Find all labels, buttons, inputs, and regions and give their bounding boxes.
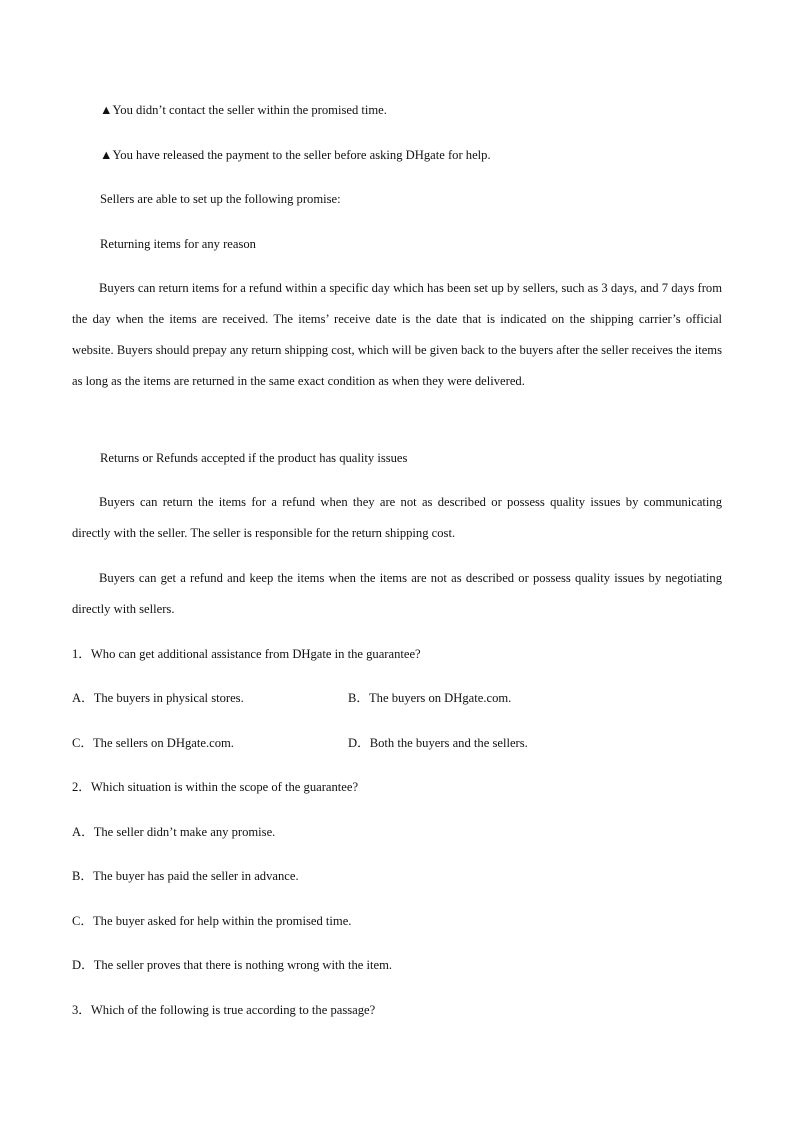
question-2-option-a: A．The seller didn’t make any promise. bbox=[72, 825, 276, 839]
section2-paragraph2: Buyers can get a refund and keep the items when the items are not as described or possess quality issues by negotiating directly with sellers. bbox=[72, 571, 722, 616]
bullet-no-contact: ▲You didn’t contact the seller within the promised time. bbox=[100, 103, 387, 117]
section2-paragraph1: Buyers can return the items for a refund when they are not as described or possess quality issues by communicating directly with the seller. The seller is responsible for the return shipping cost. bbox=[72, 495, 722, 540]
bullet-released-payment: ▲You have released the payment to the seller before asking DHgate for help. bbox=[100, 148, 491, 162]
intro-text: Sellers are able to set up the following promise: bbox=[100, 192, 341, 206]
question-2-option-b: B．The buyer has paid the seller in advance. bbox=[72, 869, 299, 883]
question-1-stem: 1．Who can get additional assistance from DHgate in the guarantee? bbox=[72, 647, 421, 661]
question-1-option-d: D．Both the buyers and the sellers. bbox=[348, 736, 528, 750]
question-1-option-b: B．The buyers on DHgate.com. bbox=[348, 691, 512, 705]
section1-heading: Returning items for any reason bbox=[100, 237, 256, 251]
section2-heading: Returns or Refunds accepted if the product has quality issues bbox=[100, 451, 408, 465]
question-3-stem: 3．Which of the following is true according to the passage? bbox=[72, 1003, 376, 1017]
question-2-option-c: C．The buyer asked for help within the promised time. bbox=[72, 914, 352, 928]
section1-paragraph: Buyers can return items for a refund within a specific day which has been set up by sellers, such as 3 days, and 7 days from the day when the items are received. The items’ receive date is the date that is indicated on the shipping carrier’s official website. Buyers should prepay any return shipping cost, which will be given back to the buyers after the seller receives the items as long as the items are returned in the same exact condition as when they were delivered. bbox=[72, 281, 722, 388]
question-2-option-d: D．The seller proves that there is nothing wrong with the item. bbox=[72, 958, 393, 972]
question-2-stem: 2．Which situation is within the scope of the guarantee? bbox=[72, 780, 359, 794]
question-1-option-c: C．The sellers on DHgate.com. bbox=[72, 736, 234, 750]
question-1-option-a: A．The buyers in physical stores. bbox=[72, 691, 244, 705]
